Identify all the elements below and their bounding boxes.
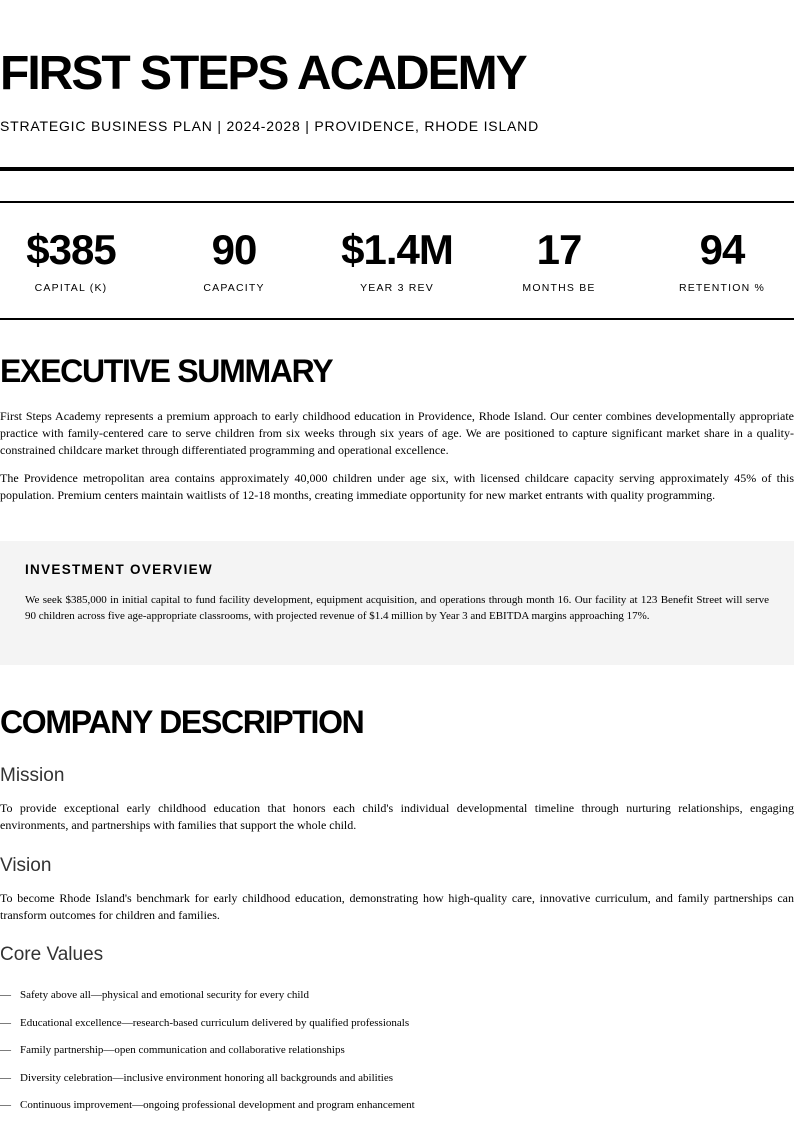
metric-value: 17 — [536, 226, 582, 273]
dash-bullet: — — [0, 1016, 11, 1029]
core-values-heading: Core Values — [0, 944, 104, 965]
metric-value: $385 — [26, 226, 116, 273]
list-item — [0, 1038, 794, 1066]
mission-heading: Mission — [0, 765, 65, 786]
core-value-text: Family partnership—open communication and collaborative relationships — [20, 1044, 345, 1056]
dash-bullet: — — [0, 1071, 11, 1084]
document-subtitle: STRATEGIC BUSINESS PLAN | 2024-2028 | PROVIDENCE, RHODE ISLAND — [0, 118, 539, 134]
callout-title: INVESTMENT OVERVIEW — [25, 562, 213, 577]
metric-capacity — [153, 203, 315, 318]
core-value-text: Continuous improvement—ongoing professional development and program enhancement — [20, 1099, 415, 1111]
key-metrics-bar — [0, 201, 794, 320]
list-item — [0, 1011, 794, 1039]
core-value-text: Safety above all—physical and emotional security for every child — [20, 989, 309, 1001]
dash-bullet: — — [0, 1099, 11, 1111]
core-value-text: Educational excellence—research-based curriculum delivered by qualified professionals — [20, 1016, 410, 1029]
metric-value: 90 — [211, 226, 257, 273]
metric-label: MONTHS BE — [522, 282, 596, 294]
document-title: FIRST STEPS ACADEMY — [0, 47, 526, 100]
metric-months-breakeven — [478, 203, 640, 318]
core-values-list — [0, 983, 794, 1121]
metric-label: RETENTION % — [678, 282, 766, 294]
metric-year3-revenue — [316, 203, 478, 318]
metric-value: $1.4M — [341, 226, 453, 273]
list-item — [0, 1066, 794, 1094]
metric-retention — [641, 203, 794, 318]
mission-text: To provide exceptional early childhood education that honors each child's individual developmental timeline through nurturing relationships, engaging environments, and partnerships with families that support the whole child. — [0, 801, 794, 832]
callout-text: We seek $385,000 in initial capital to fund facility development, equipment acquisition, and operations through month 16. Our facility at 123 Benefit Street will serve 90 children across five age-appropriate classrooms, with projected revenue of $1.4 million by Year 3 and EBITDA margins approaching 17%. — [25, 594, 769, 622]
section-heading-company-description: COMPANY DESCRIPTION — [0, 704, 364, 740]
list-item — [0, 1093, 794, 1121]
metric-capital — [0, 203, 152, 318]
section-heading-executive-summary: EXECUTIVE SUMMARY — [0, 353, 333, 389]
executive-summary-paragraph: First Steps Academy represents a premium approach to early childhood education in Providence, Rhode Island. Our center combines developmentally appropriate practice with family-centered care to serve children from six weeks through six years of age. We are positioned to capture significant market share in a quality-constrained childcare market through differentiated programming and operational excellence. — [0, 409, 794, 457]
vision-text: To become Rhode Island's benchmark for early childhood education, demonstrating how high-quality care, innovative curriculum, and family partnerships can transform outcomes for children and families. — [0, 891, 794, 922]
metric-label: CAPACITY — [203, 282, 265, 294]
header-divider — [0, 167, 794, 171]
dash-bullet: — — [0, 1044, 11, 1056]
investment-overview-callout — [0, 541, 794, 665]
metric-label: CAPITAL (K) — [34, 282, 108, 294]
executive-summary-paragraph: The Providence metropolitan area contains approximately 40,000 children under age six, with licensed childcare capacity serving approximately 45% of this population. Premium centers maintain waitlists of 12-18 months, creating immediate opportunity for new market entrants with quality programming. — [0, 471, 794, 502]
list-item — [0, 983, 794, 1011]
core-value-text: Diversity celebration—inclusive environment honoring all backgrounds and abilities — [20, 1071, 393, 1084]
metric-label: YEAR 3 REV — [360, 282, 434, 294]
metric-value: 94 — [699, 226, 745, 273]
vision-heading: Vision — [0, 855, 52, 876]
dash-bullet: — — [0, 989, 11, 1001]
